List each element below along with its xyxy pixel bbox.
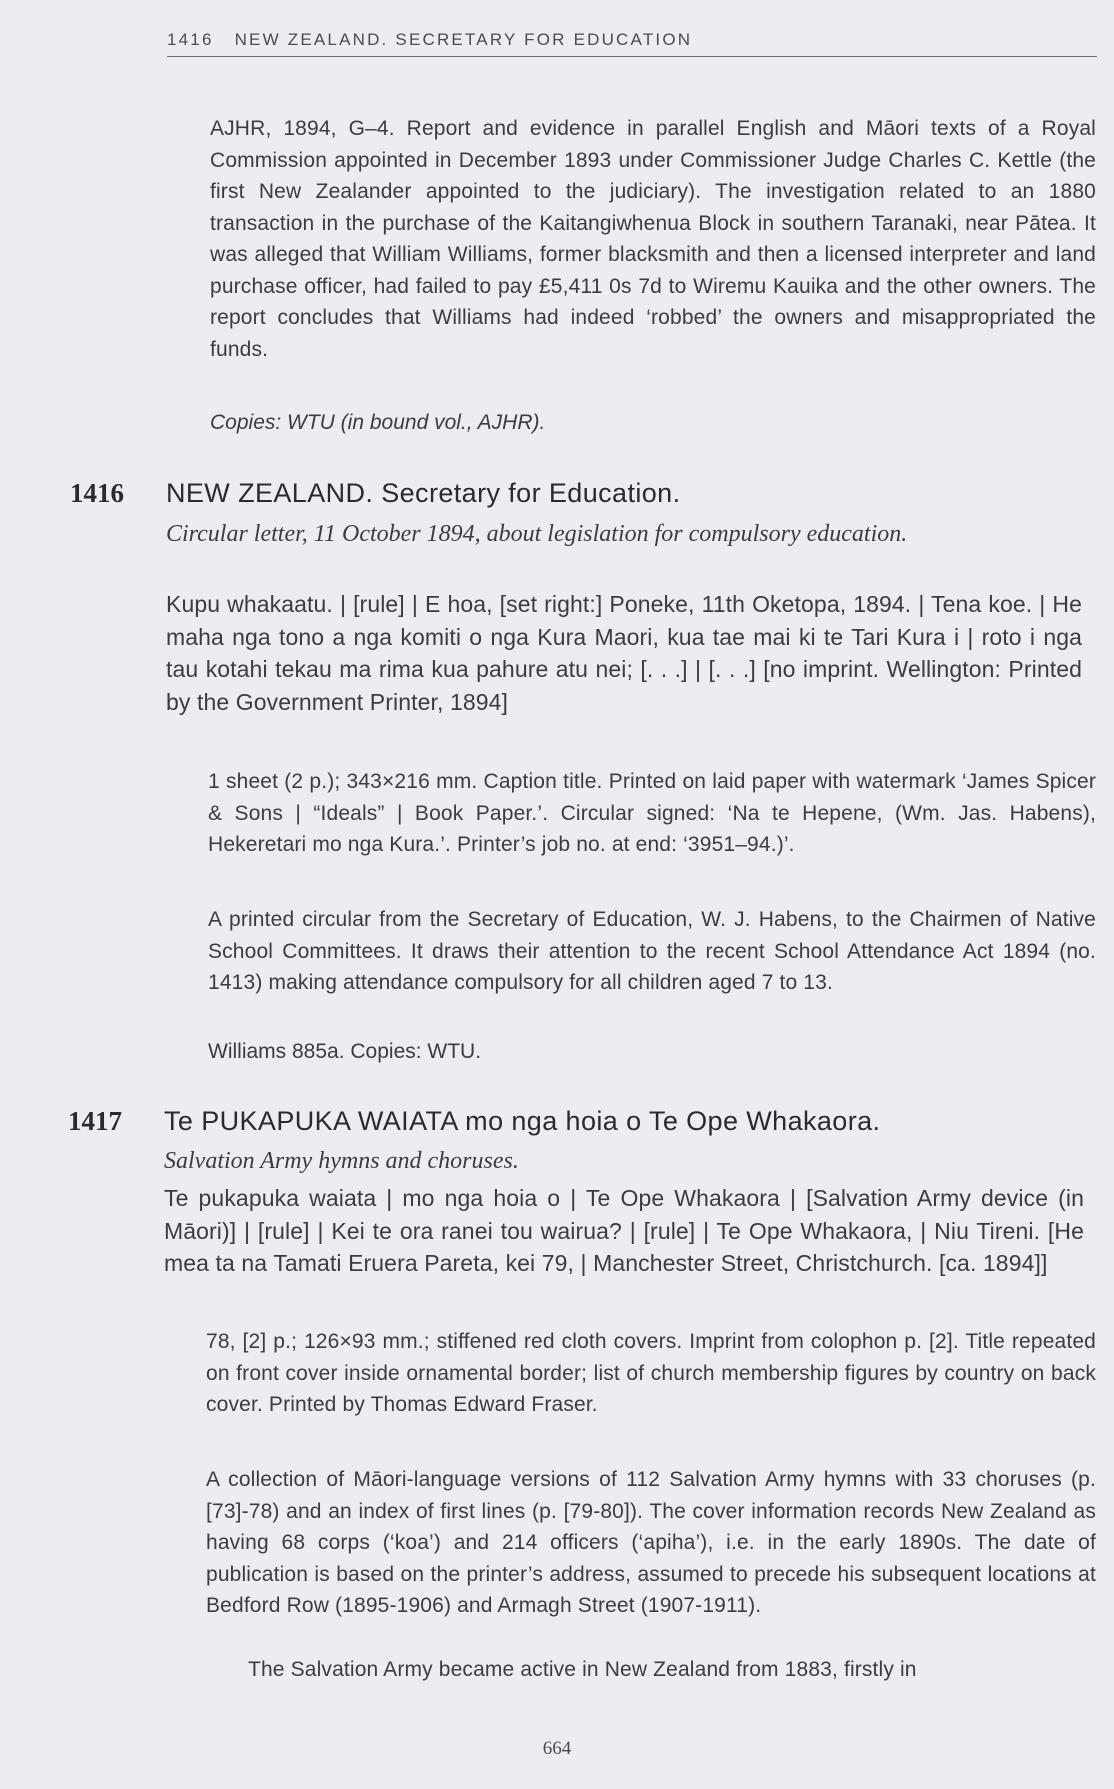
entry-note: A printed circular from the Secretary of Education, W. J. Habens, to the Chairmen of Native School Committees. It draws their attention to the recent School Attendance Act 1894 (no. 1413) making attendance compulsory for all children aged 7 to 13. [208, 908, 1096, 994]
entry-subtitle: Circular letter, 11 October 1894, about legislation for compulsory education. [166, 521, 908, 547]
entry-transcription: Te pukapuka waiata | mo nga hoia o | Te Ope Whakaora | [Salvation Army device (in Māori)] | [rule] | Kei te ora ranei tou wairua? | [rule] | Te Ope Whakaora, | Niu Tireni. [He mea ta na Tamati Eruera Pareta, kei 79, | Manchester Street, Christchurch. [ca. 1894]] [164, 1185, 1084, 1276]
prev-entry-description: AJHR, 1894, G–4. Report and evidence in parallel English and Māori texts of a Royal Commission appointed in December 1893 under Commissioner Judge Charles C. Kettle (the first New Zealander appointed to the judiciary). The investigation related to an 1880 transaction in the purchase of the Kaitangiwhenua Block in southern Taranaki, near Pātea. It was alleged that William Williams, former blacksmith and then a licensed interpreter and land purchase officer, had failed to pay £5,411 0s 7d to Wiremu Kauika and the other owners. The report concludes that Williams had indeed ‘robbed’ the owners and misappropriated the funds. [210, 117, 1096, 361]
entry-transcription: Kupu whakaatu. | [rule] | E hoa, [set right:] Poneke, 11th Oketopa, 1894. | Tena koe. | He maha nga tono a nga komiti o nga Kura Maori, kua tae mai ki te Tari Kura i | roto i nga tau kotahi tekau ma rima kua pahure atu nei; [. . .] | [. . .] [no imprint. Wellington: Printed by the Government Printer, 1894] [166, 591, 1082, 715]
prev-entry-copies: Copies: WTU (in bound vol., AJHR). [210, 411, 546, 434]
entry-note-continuation: The Salvation Army became active in New Zealand from 1883, firstly in [248, 1658, 917, 1681]
running-head-page: 1416 [167, 30, 214, 49]
entry-note: A collection of Māori-language versions of 112 Salvation Army hymns with 33 choruses (p. [73]-78) and an index of first lines (p. [79-80]). The cover information records New Zealand as having 68 corps (‘koa’) and 214 officers (‘apiha’), i.e. in the early 1890s. The date of publication is based on the printer’s address, assumed to precede his subsequent locations at Bedford Row (1895-1906) and Armagh Street (1907-1911). [206, 1468, 1096, 1617]
page-number: 664 [542, 1738, 572, 1759]
entry-subtitle: Salvation Army hymns and choruses. [164, 1148, 519, 1174]
running-head-title: NEW ZEALAND. SECRETARY FOR EDUCATION [234, 30, 693, 49]
entry-number: 1417 [68, 1106, 122, 1136]
entry-heading: NEW ZEALAND. Secretary for Education. [166, 478, 681, 508]
entry-heading: Te PUKAPUKA WAIATA mo nga hoia o Te Ope Whakaora. [164, 1106, 881, 1136]
entry-physical-description: 1 sheet (2 p.); 343×216 mm. Caption title. Printed on laid paper with watermark ‘James Spicer & Sons | “Ideals” | Book Paper.’. Circular signed: ‘Na te Hepene, (Wm. Jas. Habens), Hekeretari mo nga Kura.’. Printer’s job no. at end: ‘3951–94.)’. [208, 770, 1096, 856]
entry-copies: Williams 885a. Copies: WTU. [208, 1040, 482, 1063]
running-head [167, 30, 1097, 57]
entry-physical-description: 78, [2] p.; 126×93 mm.; stiffened red cloth covers. Imprint from colophon p. [2]. Title repeated on front cover inside ornamental border; list of church membership figures by country on back cover. Printed by Thomas Edward Fraser. [206, 1330, 1096, 1416]
entry-number: 1416 [70, 478, 124, 508]
